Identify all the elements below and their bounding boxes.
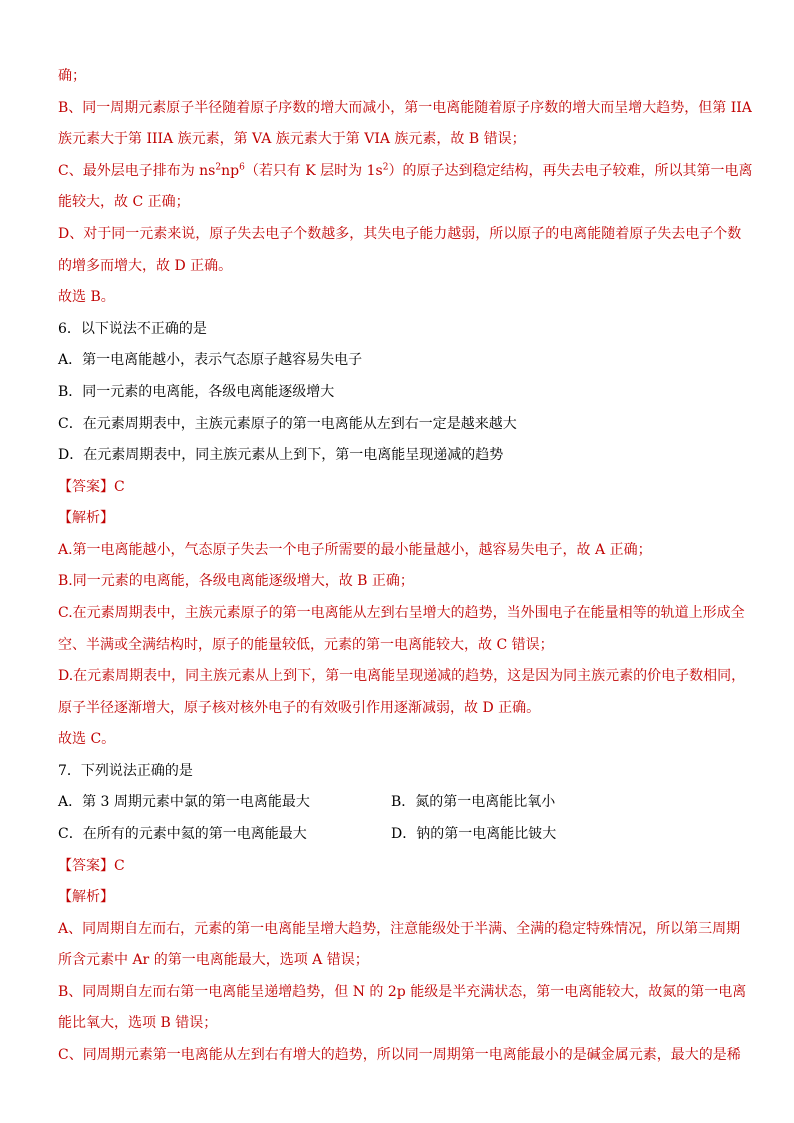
analysis-line: 空、半满或全满结构时，原子的能量较低，元素的第一电离能较大，故 C 错误；	[58, 637, 554, 653]
question-7-option-b: B．氮的第一电离能比氧小	[391, 794, 556, 810]
analysis-line: D.在元素周期表中，同主族元素从上到下，第一电离能呈现递减的趋势，这是因为同主族元素的价电子数相同，	[58, 668, 746, 684]
question-6-answer: 【答案】C	[58, 479, 125, 495]
analysis-line: 族元素大于第 IIIA 族元素，第 VA 族元素大于第 VIA 族元素，故 B 错误；	[58, 131, 526, 147]
conclusion-line: 故选 C。	[58, 731, 116, 747]
analysis-line: B、同周期自左而右第一电离能呈递增趋势，但 N 的 2p 能级是半充满状态，第一电离能较大，故氮的第一电离	[58, 984, 747, 1000]
question-7-options-row-2	[58, 824, 557, 844]
question-6-option-c: C．在元素周期表中，主族元素原子的第一电离能从左到右一定是越来越大	[58, 416, 517, 432]
question-6-stem: 6．以下说法不正确的是	[58, 321, 207, 337]
analysis-line: B.同一元素的电离能，各级电离能逐级增大，故 B 正确；	[58, 573, 414, 589]
question-7-option-d: D．钠的第一电离能比铍大	[391, 826, 557, 842]
analysis-line: 原子半径逐渐增大，原子核对核外电子的有效吸引作用逐渐减弱，故 D 正确。	[58, 700, 541, 716]
question-7-option-a: A．第 3 周期元素中氯的第一电离能最大	[58, 794, 310, 810]
analysis-line: 能较大，故 C 正确；	[58, 194, 190, 210]
analysis-line: C、同周期元素第一电离能从左到右有增大的趋势，所以同一周期第一电离能最小的是碱金属元素，最大的是稀	[58, 1047, 741, 1063]
question-7-option-c: C．在所有的元素中氦的第一电离能最大	[58, 826, 307, 842]
analysis-line: C、最外层电子排布为 $ns^2np^6$（若只有 K 层时为 $1s^2$）的原子达到稳定结构，再失去电子较难，所以其第一电离	[58, 162, 753, 179]
analysis-line: A.第一电离能越小，气态原子失去一个电子所需要的最小能量越小，越容易失电子，故 A 正确；	[58, 542, 652, 558]
question-6-analysis-title: 【解析】	[58, 510, 114, 526]
question-6-option-d: D．在元素周期表中，同主族元素从上到下，第一电离能呈现递减的趋势	[58, 447, 504, 463]
analysis-line: C.在元素周期表中，主族元素原子的第一电离能从左到右呈增大的趋势，当外围电子在能量相等的轨道上形成全	[58, 605, 745, 621]
analysis-line: 的增多而增大，故 D 正确。	[58, 258, 233, 274]
analysis-line: 能比氧大，选项 B 错误；	[58, 1015, 218, 1031]
analysis-line: 确；	[58, 68, 86, 84]
analysis-line: 所含元素中 Ar 的第一电离能最大，选项 A 错误；	[58, 952, 369, 968]
question-7-options-row-1	[58, 792, 556, 812]
analysis-line: A、同周期自左而右，元素的第一电离能呈增大趋势，注意能级处于半满、全满的稳定特殊情况，所以第三周期	[58, 921, 741, 937]
question-7-analysis-title: 【解析】	[58, 889, 114, 905]
question-6-option-a: A．第一电离能越小，表示气态原子越容易失电子	[58, 352, 363, 368]
conclusion-line: 故选 B。	[58, 289, 115, 305]
question-6-option-b: B．同一元素的电离能，各级电离能逐级增大	[58, 384, 335, 400]
question-7-stem: 7．下列说法正确的是	[58, 763, 193, 779]
analysis-line: B、同一周期元素原子半径随着原子序数的增大而减小，第一电离能随着原子序数的增大而呈增大趋势，但第 IIA	[58, 100, 752, 116]
question-7-answer: 【答案】C	[58, 858, 125, 874]
analysis-line: D、对于同一元素来说，原子失去电子个数越多，其失电子能力越弱，所以原子的电离能随着原子失去电子个数	[58, 226, 742, 242]
